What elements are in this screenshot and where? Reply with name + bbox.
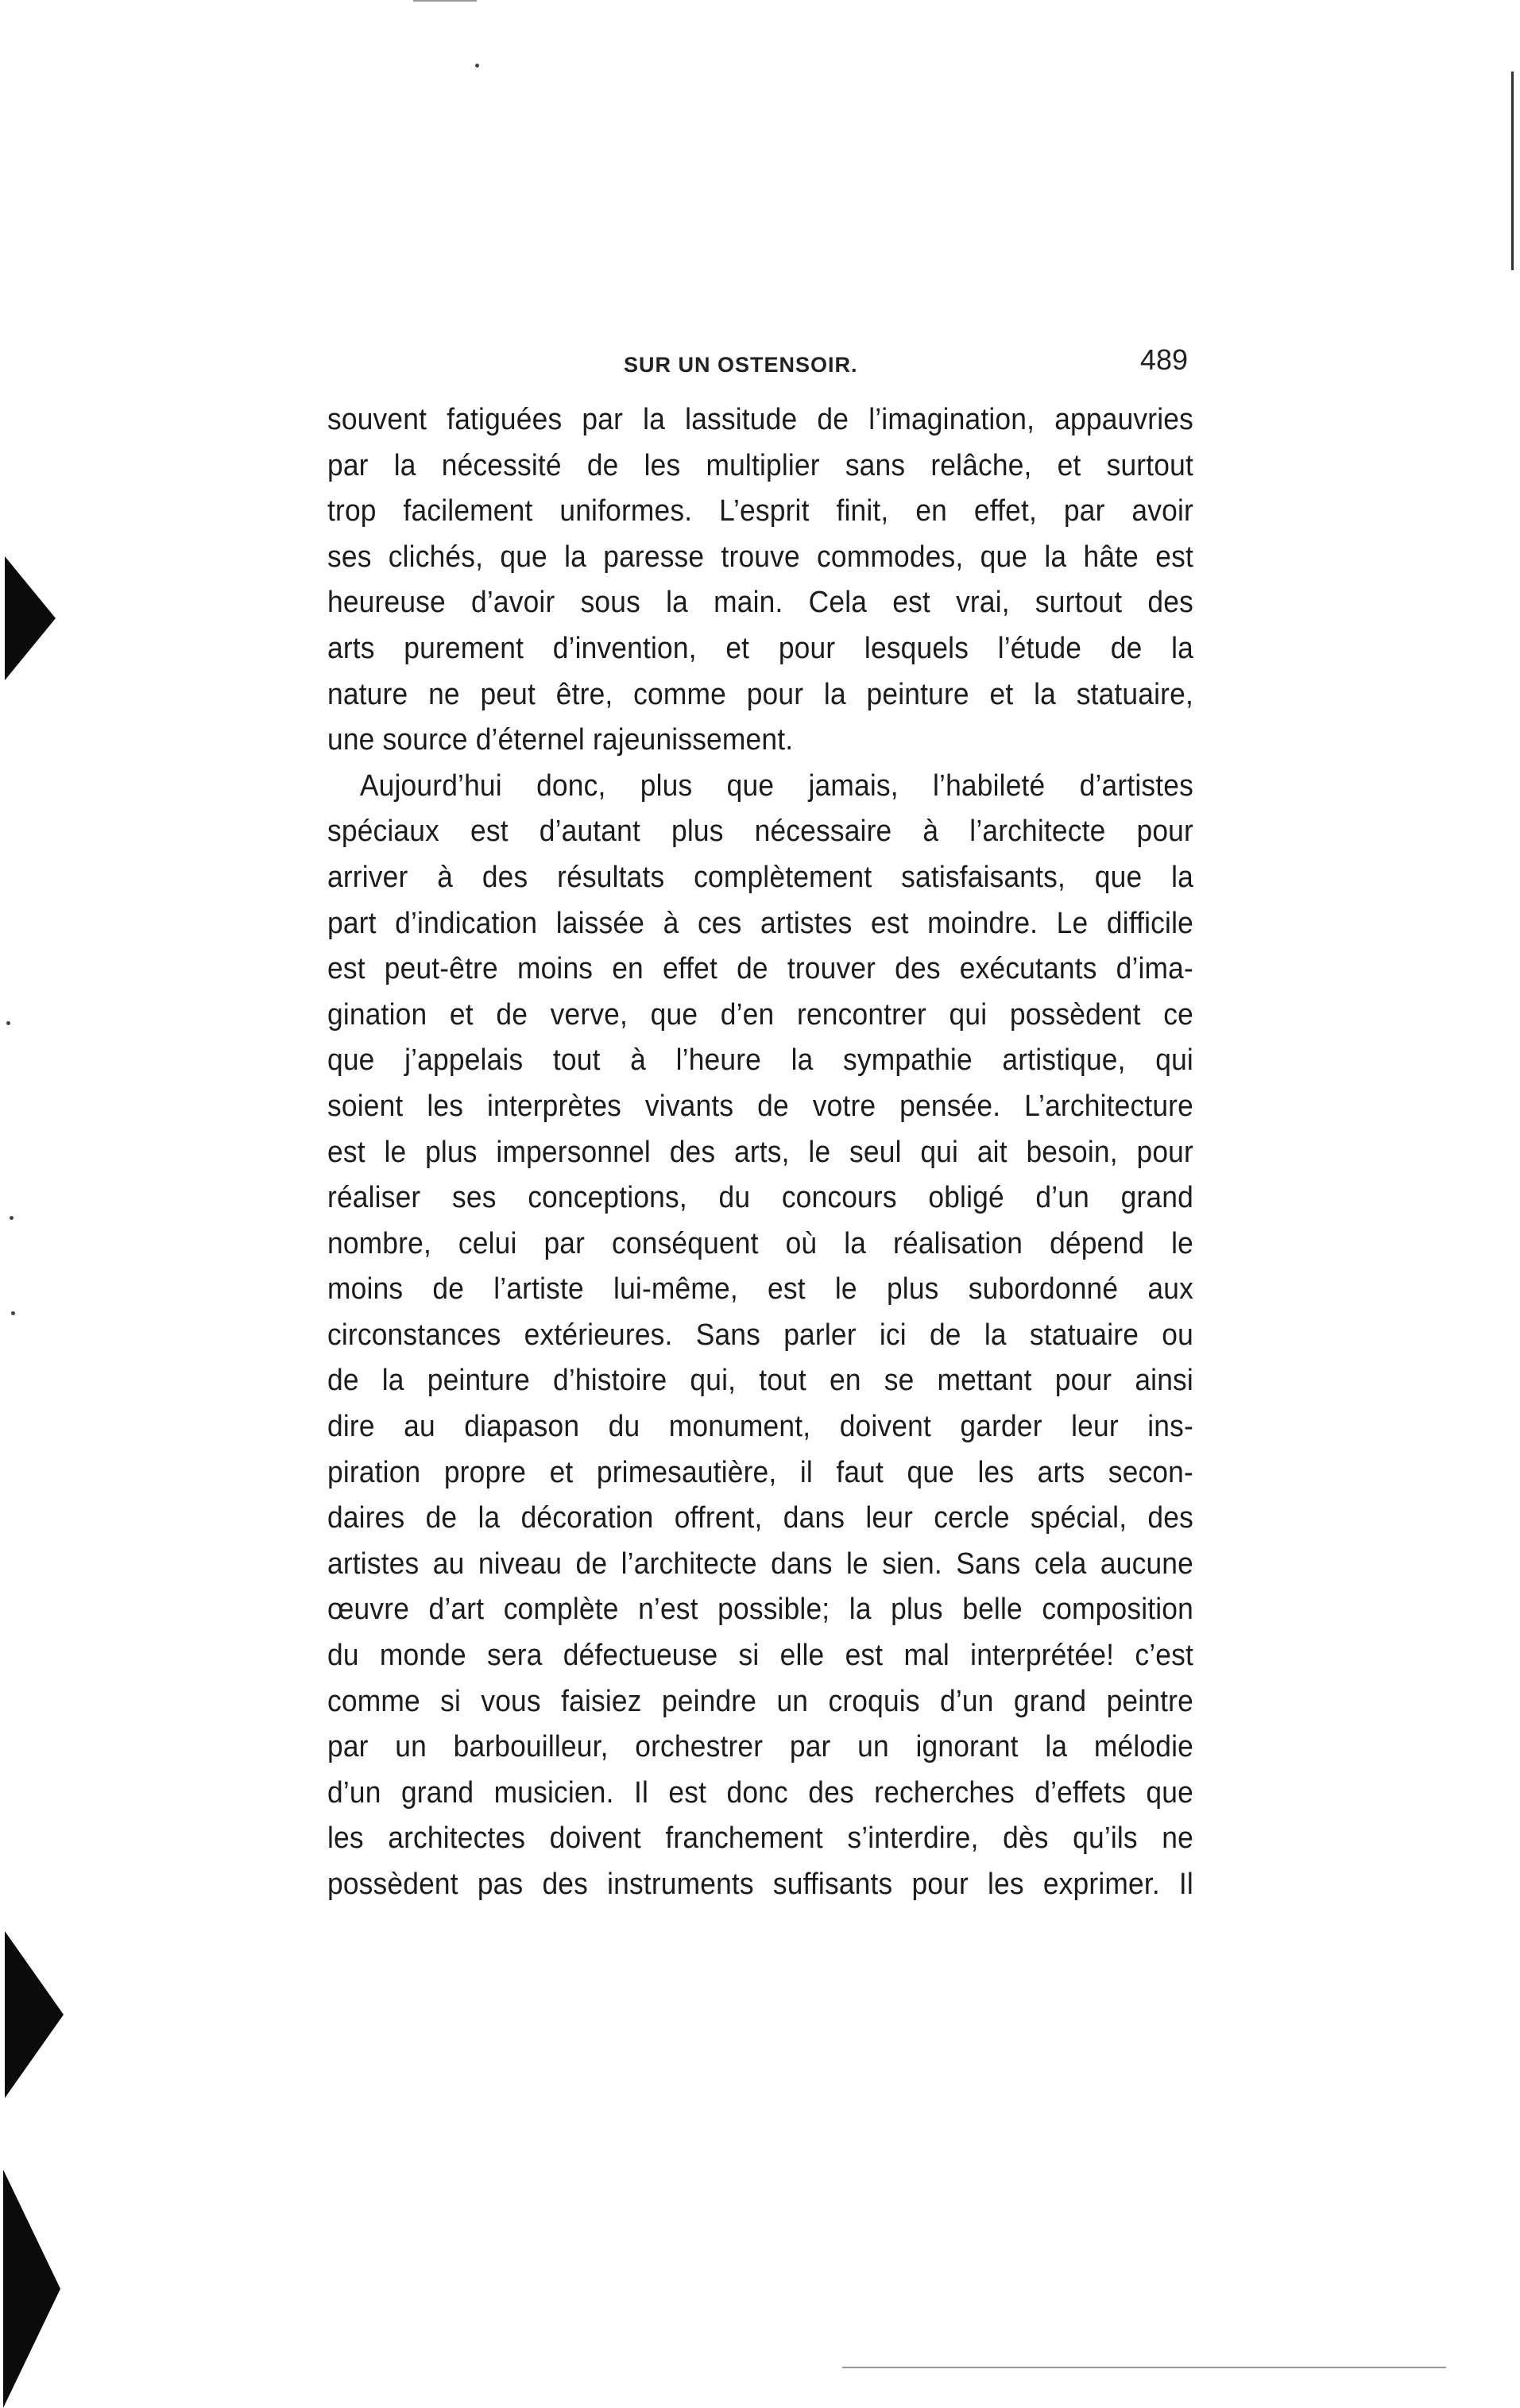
text-line: d’un grand musicien. Il est donc des recherches d’effets que — [327, 1775, 1193, 1810]
text-line: daires de la décoration offrent, dans leur cercle spécial, des — [327, 1501, 1193, 1535]
scan-speck — [475, 64, 479, 68]
scan-margin-notch — [5, 556, 56, 680]
text-line: moins de l’artiste lui-même, est le plus subordonné aux — [327, 1272, 1193, 1307]
text-line: que j’appelais tout à l’heure la sympathie artistique, qui — [327, 1043, 1193, 1078]
text-line: artistes au niveau de l’architecte dans le sien. Sans cela aucune — [327, 1547, 1193, 1581]
text-line: les architectes doivent franchement s’interdire, dès qu’ils ne — [327, 1821, 1193, 1856]
text-line: part d’indication laissée à ces artistes est moindre. Le difficile — [327, 906, 1193, 940]
scan-speck — [11, 1311, 15, 1315]
page-number: 489 — [1139, 343, 1188, 376]
text-line: arriver à des résultats complètement satisfaisants, que la — [327, 860, 1193, 894]
text-line: nombre, celui par conséquent où la réalisation dépend le — [327, 1226, 1193, 1260]
text-line: réaliser ses conceptions, du concours obligé d’un grand — [327, 1181, 1193, 1215]
scan-margin-notch — [3, 2170, 60, 2408]
text-line: est peut-être moins en effet de trouver des exécutants d’ima- — [327, 952, 1193, 986]
running-title: SUR UN OSTENSOIR. — [624, 353, 858, 377]
text-line: est le plus impersonnel des arts, le seul qui ait besoin, pour — [327, 1135, 1193, 1169]
text-line: circonstances extérieures. Sans parler ici de la statuaire ou — [327, 1318, 1193, 1352]
text-line: gination et de verve, que d’en rencontrer qui possèdent ce — [327, 997, 1193, 1032]
text-line: heureuse d’avoir sous la main. Cela est vrai, surtout des — [327, 586, 1193, 620]
text-line: du monde sera défectueuse si elle est mal interprétée! c’est — [327, 1639, 1193, 1673]
text-line: comme si vous faisiez peindre un croquis d’un grand peintre — [327, 1684, 1193, 1718]
scan-speck — [10, 1216, 14, 1220]
text-line: de la peinture d’histoire qui, tout en se mettant pour ainsi — [327, 1364, 1193, 1398]
scan-speck — [6, 1021, 10, 1025]
text-line: souvent fatiguées par la lassitude de l’imagination, appauvries — [327, 403, 1193, 436]
text-line: spéciaux est d’autant plus nécessaire à l’architecte pour — [327, 815, 1193, 849]
scan-edge-mark — [413, 0, 477, 2]
scan-bottom-edge — [842, 2367, 1446, 2368]
text-line: dire au diapason du monument, doivent garder leur ins- — [327, 1410, 1193, 1444]
text-line: piration propre et primesautière, il faut que les arts secon- — [327, 1455, 1193, 1489]
running-head — [326, 343, 1188, 391]
text-line: nature ne peut être, comme pour la peinture et la statuaire, — [327, 677, 1193, 711]
text-line: œuvre d’art complète n’est possible; la plus belle composition — [327, 1593, 1193, 1627]
scan-margin-notch — [5, 1931, 64, 2098]
text-line: arts purement d’invention, et pour lesquels l’étude de la — [327, 631, 1193, 665]
text-line: par un barbouilleur, orchestrer par un ignorant la mélodie — [327, 1730, 1193, 1764]
text-line: une source d’éternel rajeunissement. — [327, 723, 794, 757]
text-line: Aujourd’hui donc, plus que jamais, l’habileté d’artistes — [359, 768, 1193, 803]
scan-right-edge-mark — [1511, 72, 1514, 143]
text-line: ses clichés, que la paresse trouve commodes, que la hâte est — [327, 540, 1193, 574]
text-line: soient les interprètes vivants de votre pensée. L’architecture — [327, 1089, 1193, 1123]
text-line: trop facilement uniformes. L’esprit finit, en effet, par avoir — [327, 494, 1193, 528]
body-text — [327, 397, 1193, 1908]
text-line: par la nécessité de les multiplier sans relâche, et surtout — [327, 448, 1193, 482]
text-line: possèdent pas des instruments suffisants pour les exprimer. Il — [327, 1868, 1193, 1901]
scan-right-edge-mark — [1511, 143, 1514, 270]
